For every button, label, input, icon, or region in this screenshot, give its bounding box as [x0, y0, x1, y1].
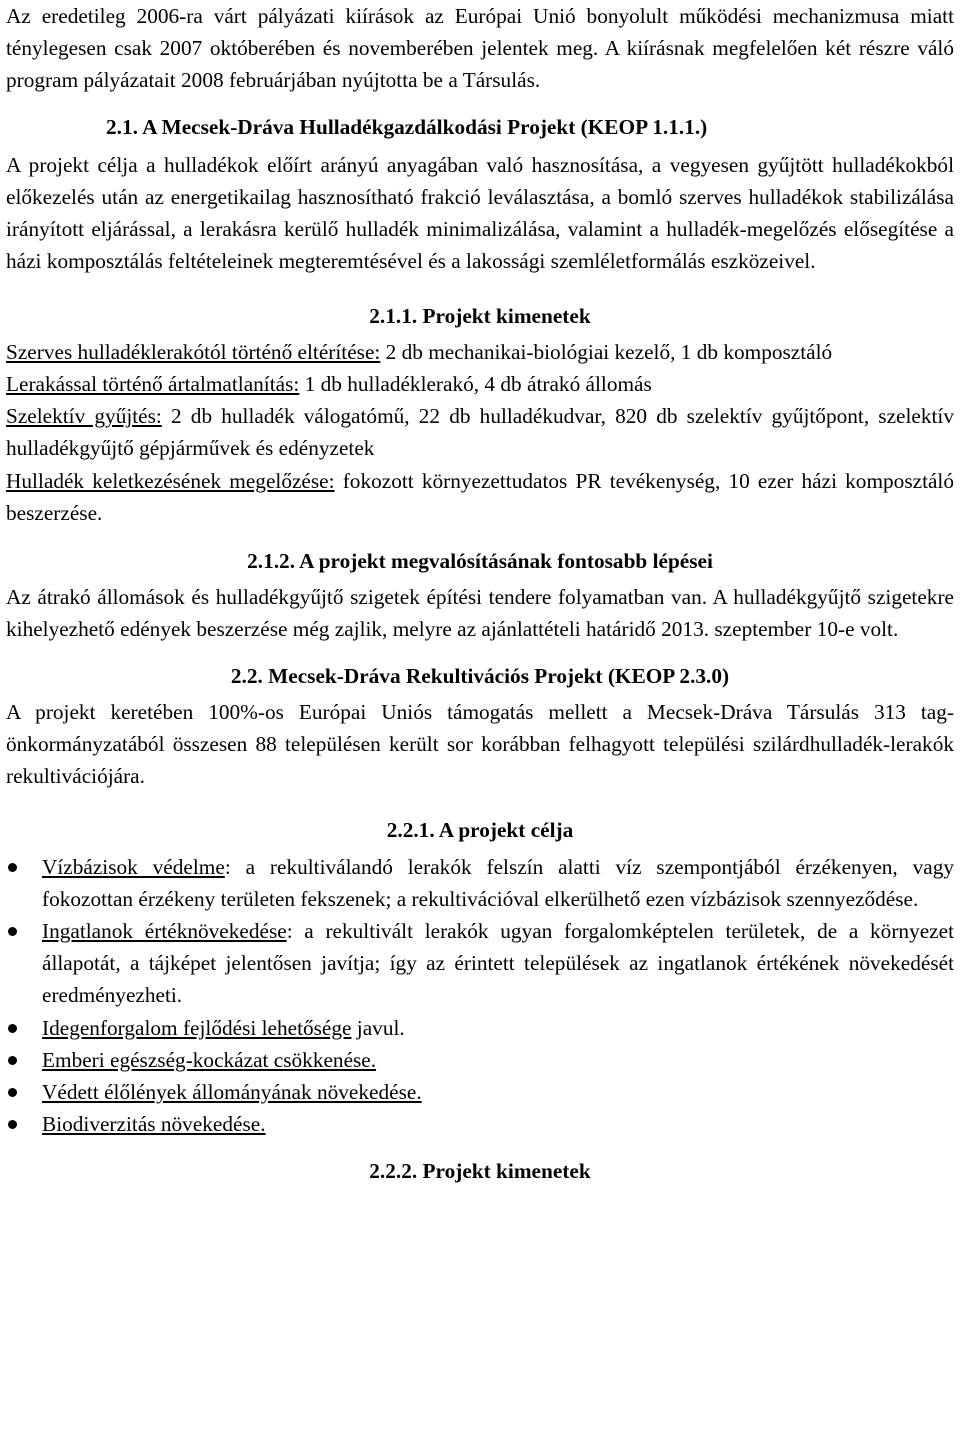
output-item-label: Szerves hulladéklerakótól történő eltérítése: [6, 339, 381, 364]
list-item [6, 1012, 954, 1044]
list-item-label: Ingatlanok értéknövekedése [42, 919, 287, 944]
output-item-text: 2 db mechanikai-biológiai kezelő, 1 db komposztáló [380, 339, 833, 364]
section-2-1-body: A projekt célja a hulladékok előírt arányú anyagában való hasznosítása, a vegyesen gyűjtött hulladékokból előkezelés után az energetikailag hasznosítható frakció leválasztása, a bomló szerves hulladékok stabilizálása irányított eljárással, a lerakásra kerülő hulladék minimalizálása, valamint a hulladék-megelőzés elősegítése a házi komposztálás feltételeinek megteremtésével és a lakossági szemléletformálás eszközeivel. [6, 152, 954, 274]
output-item-label: Hulladék keletkezésének megelőzése: [6, 468, 335, 493]
list-item-label: Emberi egészség-kockázat csökkenése. [42, 1047, 377, 1072]
bullet-icon [8, 927, 17, 936]
bullet-icon [8, 863, 17, 872]
section-2-1-2-body: Az átrakó állomások és hulladékgyűjtő szigetek építési tendere folyamatban van. A hulladékgyűjtő szigetekre kihelyezhető edények beszerzése még zajlik, melyre az ajánlattételi határidő 2013. szeptember 10-e volt. [6, 585, 954, 642]
section-2-2-1-heading: 2.2.1. A projekt célja [386, 818, 574, 843]
section-2-1-heading: 2.1. A Mecsek-Dráva Hulladékgazdálkodási Projekt (KEOP 1.1.1.) [106, 114, 708, 139]
output-item-label: Szelektív gyűjtés: [6, 404, 162, 429]
list-item-label: Biodiverzitás növekedése. [42, 1112, 266, 1137]
output-item-text: 1 db hulladéklerakó, 4 db átrakó állomás [299, 372, 652, 397]
bullet-icon [8, 1120, 17, 1129]
list-item-text: javul. [351, 1015, 405, 1040]
list-item-label: Vízbázisok védelme [42, 854, 225, 879]
output-item [6, 336, 954, 368]
list-item [6, 1076, 954, 1108]
list-item-label: Védett élőlények állományának növekedése. [42, 1080, 422, 1105]
list-item-label: Idegenforgalom fejlődési lehetősége [42, 1015, 352, 1040]
bullet-icon [8, 1056, 17, 1065]
list-item-text: : a rekultivált lerakók ugyan forgalomképtelen területek, de a környezet állapotát, a tájképet jelentősen javítja; így az érintett települések az ingatlanok értékének növekedését eredményezheti. [42, 919, 954, 1008]
output-item-text: fokozott környezettudatos PR tevékenység, 10 ezer házi komposztáló beszerzése. [6, 468, 954, 525]
list-item [6, 915, 954, 1012]
list-item-text: : a rekultiválandó lerakók felszín alatti víz szempontjából érzékenyen, vagy fokozottan érzékeny területen fekszenek; a rekultivációval elkerülhető ezen vízbázisok szennyeződése. [42, 854, 954, 911]
section-2-1-2-heading: 2.1.2. A projekt megvalósításának fontosabb lépései [247, 549, 713, 574]
section-2-2-heading: 2.2. Mecsek-Dráva Rekultivációs Projekt (KEOP 2.3.0) [230, 663, 730, 688]
section-2-1-1-heading: 2.1.1. Projekt kimenetek [369, 303, 591, 328]
bullet-icon [8, 1024, 17, 1033]
intro-paragraph: Az eredetileg 2006-ra várt pályázati kiírások az Európai Unió bonyolult működési mechanizmusa miatt ténylegesen csak 2007 októberében és novemberében jelentek meg. A kiírásnak megfelelően két részre váló program pályázatait 2008 februárjában nyújtotta be a Társulás. [6, 4, 954, 93]
output-item [6, 400, 954, 464]
section-2-2-2-heading: 2.2.2. Projekt kimenetek [369, 1158, 591, 1183]
list-item [6, 851, 954, 915]
bullet-icon [8, 1088, 17, 1097]
section-2-2-body: A projekt keretében 100%-os Európai Uniós támogatás mellett a Mecsek-Dráva Társulás 313 tag-önkormányzatából összesen 88 településen került sor korábban felhagyott települési szilárdhulladék-lerakók rekultivációjára. [6, 699, 954, 789]
list-item [6, 1108, 954, 1140]
outputs-list [6, 336, 954, 529]
output-item [6, 465, 954, 529]
goals-list [6, 851, 954, 1141]
output-item [6, 368, 954, 400]
output-item-text: 2 db hulladék válogatómű, 22 db hulladékudvar, 820 db szelektív gyűjtőpont, szelektív hulladékgyűjtő gépjárművek és edényzetek [6, 404, 954, 461]
output-item-label: Lerakással történő ártalmatlanítás: [6, 372, 300, 397]
list-item [6, 1044, 954, 1076]
